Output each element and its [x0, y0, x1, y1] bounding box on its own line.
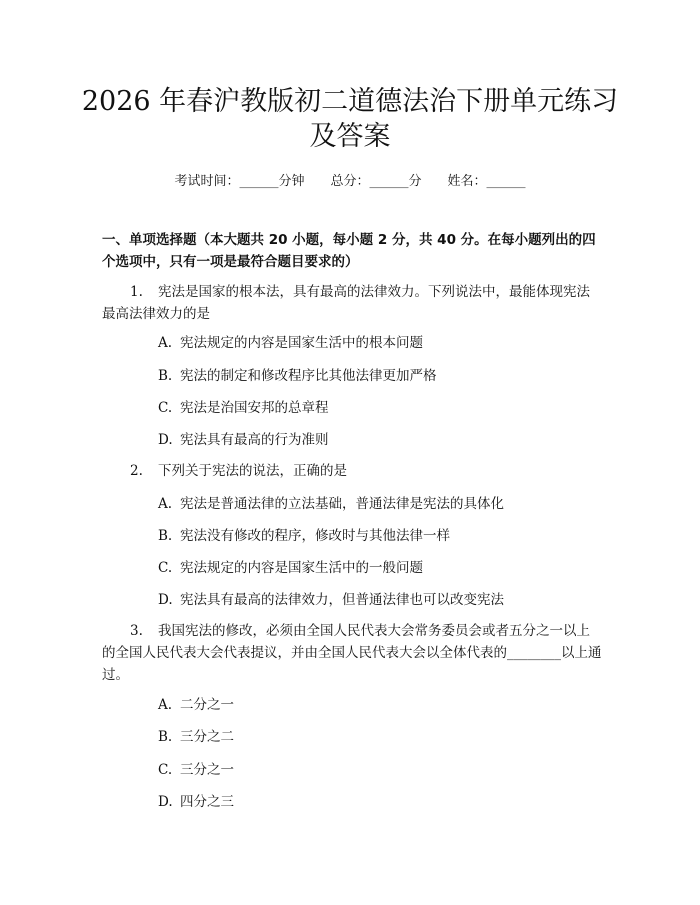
option-text: 宪法的制定和修改程序比其他法律更加严格	[180, 368, 437, 384]
option-text: 宪法规定的内容是国家生活中的一般问题	[180, 560, 423, 576]
option-text: 四分之三	[180, 794, 234, 810]
question-number: 2.	[130, 463, 143, 479]
option-letter: A.	[158, 335, 173, 351]
option-letter: B.	[158, 368, 173, 384]
question-3-option-b	[158, 727, 234, 747]
option-letter: D.	[158, 794, 173, 810]
exam-meta	[0, 170, 700, 189]
option-letter: A.	[158, 496, 173, 512]
option-letter: D.	[158, 592, 173, 608]
exam-time-field: 考试时间：______分钟	[174, 174, 305, 189]
option-text: 宪法是普通法律的立法基础，普通法律是宪法的具体化	[180, 496, 504, 512]
option-text: 三分之二	[180, 729, 234, 745]
section-heading: 一、单项选择题（本大题共 20 小题，每小题 2 分，共 40 分。在每小题列出的四个选项中，只有一项是最符合题目要求的）	[102, 232, 596, 270]
question-1-option-c	[158, 398, 329, 418]
option-letter: B.	[158, 729, 173, 745]
option-letter: C.	[158, 560, 173, 576]
question-text: 我国宪法的修改，必须由全国人民代表大会常务委员会或者五分之一以上的全国人民代表大会代表提议，并由全国人民代表大会以全体代表的________以上通过。	[102, 623, 602, 683]
question-number: 3.	[130, 623, 143, 639]
question-3-option-c	[158, 760, 234, 780]
question-text: 下列关于宪法的说法，正确的是	[158, 463, 347, 479]
student-name-field: 姓名：______	[447, 174, 526, 189]
question-3	[102, 620, 602, 686]
option-text: 宪法是治国安邦的总章程	[180, 400, 329, 416]
question-2-option-d	[158, 590, 504, 610]
question-3-option-d	[158, 792, 234, 812]
option-text: 宪法具有最高的行为准则	[180, 432, 329, 448]
exam-title: 2026 年春沪教版初二道德法治下册单元练习	[81, 86, 619, 117]
option-letter: C.	[158, 400, 173, 416]
question-2-option-b	[158, 526, 450, 546]
question-2-option-c	[158, 558, 423, 578]
option-letter: D.	[158, 432, 173, 448]
option-letter: B.	[158, 528, 173, 544]
option-text: 宪法没有修改的程序，修改时与其他法律一样	[180, 528, 450, 544]
question-1	[102, 281, 602, 325]
option-text: 三分之一	[180, 762, 234, 778]
question-number: 1.	[130, 284, 143, 300]
option-letter: C.	[158, 762, 173, 778]
exam-title-continued: 及答案	[309, 121, 391, 152]
question-2-option-a	[158, 494, 504, 514]
option-text: 宪法规定的内容是国家生活中的根本问题	[180, 335, 423, 351]
question-text: 宪法是国家的根本法，具有最高的法律效力。下列说法中，最能体现宪法最高法律效力的是	[102, 284, 590, 322]
option-letter: A.	[158, 697, 173, 713]
question-2	[102, 460, 602, 482]
question-1-option-d	[158, 430, 329, 450]
total-score-field: 总分：______分	[330, 174, 422, 189]
option-text: 二分之一	[180, 697, 234, 713]
question-1-option-b	[158, 366, 437, 386]
question-1-option-a	[158, 333, 423, 353]
option-text: 宪法具有最高的法律效力，但普通法律也可以改变宪法	[180, 592, 504, 608]
question-3-option-a	[158, 695, 234, 715]
